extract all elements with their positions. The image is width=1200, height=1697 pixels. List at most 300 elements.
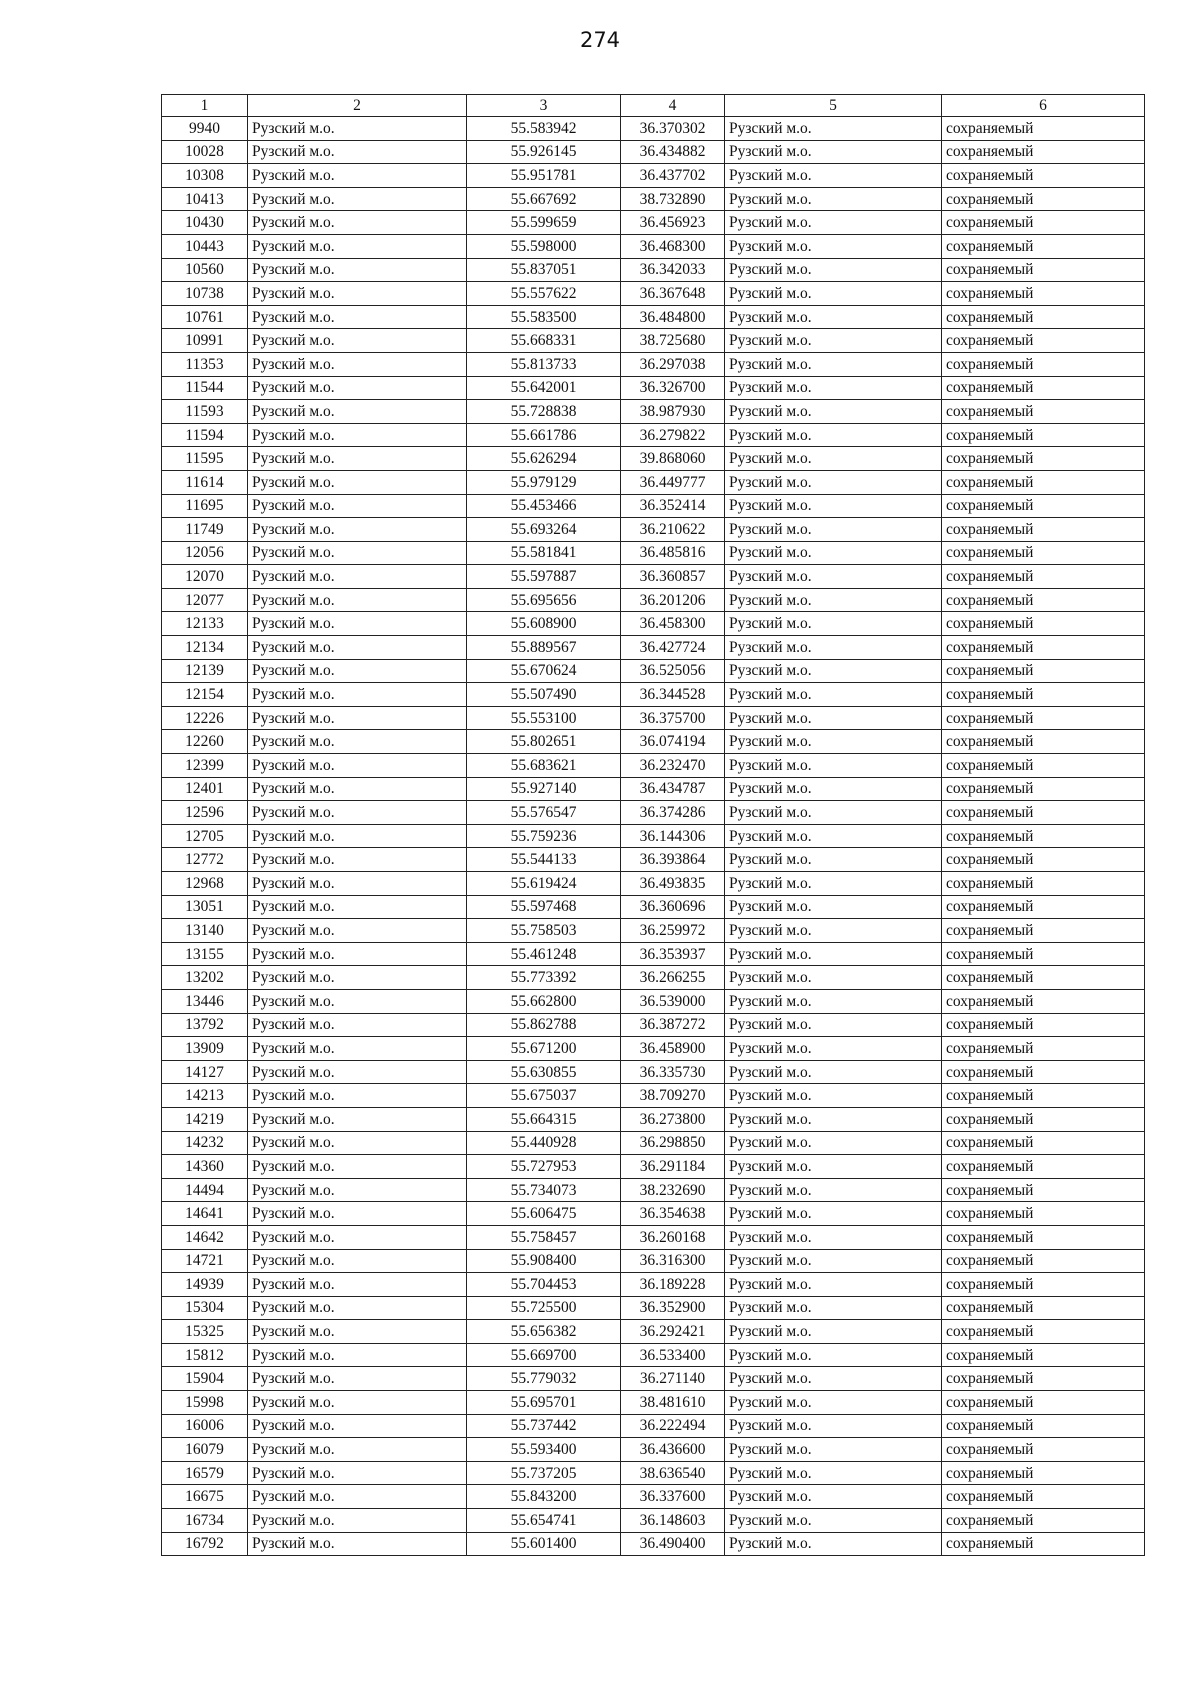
district-cell: Рузский м.о. [248, 942, 467, 966]
longitude-cell: 36.271140 [621, 1367, 725, 1391]
district-cell: Рузский м.о. [248, 872, 467, 896]
latitude-cell: 55.773392 [467, 966, 621, 990]
district-cell: Рузский м.о. [248, 1320, 467, 1344]
district-cell: Рузский м.о. [248, 1131, 467, 1155]
municipality-cell: Рузский м.о. [725, 1343, 942, 1367]
district-cell: Рузский м.о. [248, 376, 467, 400]
row-id-cell: 12070 [162, 565, 248, 589]
district-cell: Рузский м.о. [248, 1509, 467, 1533]
table-row [162, 1131, 1145, 1155]
table-row [162, 376, 1145, 400]
district-cell: Рузский м.о. [248, 1178, 467, 1202]
longitude-cell: 36.316300 [621, 1249, 725, 1273]
municipality-cell: Рузский м.о. [725, 1296, 942, 1320]
row-id-cell: 12401 [162, 777, 248, 801]
row-id-cell: 12154 [162, 683, 248, 707]
table-row [162, 423, 1145, 447]
row-id-cell: 16792 [162, 1532, 248, 1556]
district-cell: Рузский м.о. [248, 117, 467, 141]
status-cell: сохраняемый [942, 1084, 1145, 1108]
municipality-cell: Рузский м.о. [725, 1131, 942, 1155]
latitude-cell: 55.927140 [467, 777, 621, 801]
district-cell: Рузский м.о. [248, 400, 467, 424]
row-id-cell: 15904 [162, 1367, 248, 1391]
status-cell: сохраняемый [942, 117, 1145, 141]
latitude-cell: 55.670624 [467, 659, 621, 683]
district-cell: Рузский м.о. [248, 1343, 467, 1367]
longitude-cell: 36.375700 [621, 706, 725, 730]
district-cell: Рузский м.о. [248, 140, 467, 164]
longitude-cell: 36.354638 [621, 1202, 725, 1226]
municipality-cell: Рузский м.о. [725, 706, 942, 730]
municipality-cell: Рузский м.о. [725, 518, 942, 542]
table-row [162, 1414, 1145, 1438]
table-row [162, 1296, 1145, 1320]
status-cell: сохраняемый [942, 282, 1145, 306]
column-header: 4 [621, 95, 725, 117]
row-id-cell: 11593 [162, 400, 248, 424]
row-id-cell: 11614 [162, 470, 248, 494]
table-row [162, 305, 1145, 329]
status-cell: сохраняемый [942, 376, 1145, 400]
row-id-cell: 12772 [162, 848, 248, 872]
longitude-cell: 36.189228 [621, 1273, 725, 1297]
latitude-cell: 55.593400 [467, 1438, 621, 1462]
status-cell: сохраняемый [942, 1060, 1145, 1084]
status-cell: сохраняемый [942, 1249, 1145, 1273]
row-id-cell: 14939 [162, 1273, 248, 1297]
longitude-cell: 36.297038 [621, 352, 725, 376]
district-cell: Рузский м.о. [248, 1414, 467, 1438]
municipality-cell: Рузский м.о. [725, 1273, 942, 1297]
latitude-cell: 55.598000 [467, 234, 621, 258]
row-id-cell: 12077 [162, 588, 248, 612]
table-row [162, 942, 1145, 966]
row-id-cell: 14360 [162, 1155, 248, 1179]
status-cell: сохраняемый [942, 872, 1145, 896]
status-cell: сохраняемый [942, 1414, 1145, 1438]
table-row [162, 494, 1145, 518]
row-id-cell: 15325 [162, 1320, 248, 1344]
row-id-cell: 12139 [162, 659, 248, 683]
row-id-cell: 13155 [162, 942, 248, 966]
row-id-cell: 10028 [162, 140, 248, 164]
longitude-cell: 36.360696 [621, 895, 725, 919]
district-cell: Рузский м.о. [248, 541, 467, 565]
latitude-cell: 55.608900 [467, 612, 621, 636]
longitude-cell: 36.222494 [621, 1414, 725, 1438]
latitude-cell: 55.695656 [467, 588, 621, 612]
district-cell: Рузский м.о. [248, 754, 467, 778]
longitude-cell: 36.148603 [621, 1509, 725, 1533]
table-row [162, 117, 1145, 141]
district-cell: Рузский м.о. [248, 588, 467, 612]
row-id-cell: 12968 [162, 872, 248, 896]
table-row [162, 754, 1145, 778]
status-cell: сохраняемый [942, 447, 1145, 471]
municipality-cell: Рузский м.о. [725, 117, 942, 141]
latitude-cell: 55.642001 [467, 376, 621, 400]
table-row [162, 1155, 1145, 1179]
longitude-cell: 36.279822 [621, 423, 725, 447]
status-cell: сохраняемый [942, 1509, 1145, 1533]
longitude-cell: 36.353937 [621, 942, 725, 966]
municipality-cell: Рузский м.о. [725, 1509, 942, 1533]
row-id-cell: 11695 [162, 494, 248, 518]
row-id-cell: 10991 [162, 329, 248, 353]
status-cell: сохраняемый [942, 942, 1145, 966]
row-id-cell: 16006 [162, 1414, 248, 1438]
table-row [162, 1249, 1145, 1273]
status-cell: сохраняемый [942, 258, 1145, 282]
longitude-cell: 36.484800 [621, 305, 725, 329]
longitude-cell: 36.434882 [621, 140, 725, 164]
district-cell: Рузский м.о. [248, 470, 467, 494]
district-cell: Рузский м.о. [248, 1107, 467, 1131]
municipality-cell: Рузский м.о. [725, 282, 942, 306]
row-id-cell: 14213 [162, 1084, 248, 1108]
latitude-cell: 55.671200 [467, 1037, 621, 1061]
district-cell: Рузский м.о. [248, 848, 467, 872]
table-row [162, 211, 1145, 235]
municipality-cell: Рузский м.о. [725, 1013, 942, 1037]
municipality-cell: Рузский м.о. [725, 1414, 942, 1438]
table-row [162, 777, 1145, 801]
longitude-cell: 36.458900 [621, 1037, 725, 1061]
municipality-cell: Рузский м.о. [725, 989, 942, 1013]
table-row [162, 470, 1145, 494]
district-cell: Рузский м.о. [248, 258, 467, 282]
row-id-cell: 12260 [162, 730, 248, 754]
longitude-cell: 36.335730 [621, 1060, 725, 1084]
district-cell: Рузский м.о. [248, 1391, 467, 1415]
latitude-cell: 55.728838 [467, 400, 621, 424]
row-id-cell: 11544 [162, 376, 248, 400]
table-row [162, 636, 1145, 660]
municipality-cell: Рузский м.о. [725, 1320, 942, 1344]
longitude-cell: 36.525056 [621, 659, 725, 683]
district-cell: Рузский м.о. [248, 801, 467, 825]
latitude-cell: 55.662800 [467, 989, 621, 1013]
latitude-cell: 55.758503 [467, 919, 621, 943]
latitude-cell: 55.695701 [467, 1391, 621, 1415]
municipality-cell: Рузский м.о. [725, 1249, 942, 1273]
table-row [162, 1367, 1145, 1391]
district-cell: Рузский м.о. [248, 187, 467, 211]
status-cell: сохраняемый [942, 518, 1145, 542]
municipality-cell: Рузский м.о. [725, 423, 942, 447]
municipality-cell: Рузский м.о. [725, 1084, 942, 1108]
status-cell: сохраняемый [942, 824, 1145, 848]
longitude-cell: 36.434787 [621, 777, 725, 801]
latitude-cell: 55.669700 [467, 1343, 621, 1367]
municipality-cell: Рузский м.о. [725, 1485, 942, 1509]
table-row [162, 541, 1145, 565]
municipality-cell: Рузский м.о. [725, 1391, 942, 1415]
latitude-cell: 55.779032 [467, 1367, 621, 1391]
latitude-cell: 55.727953 [467, 1155, 621, 1179]
district-cell: Рузский м.о. [248, 612, 467, 636]
status-cell: сохраняемый [942, 1485, 1145, 1509]
table-row [162, 683, 1145, 707]
longitude-cell: 36.533400 [621, 1343, 725, 1367]
municipality-cell: Рузский м.о. [725, 659, 942, 683]
status-cell: сохраняемый [942, 1178, 1145, 1202]
table-row [162, 282, 1145, 306]
district-cell: Рузский м.о. [248, 164, 467, 188]
district-cell: Рузский м.о. [248, 1485, 467, 1509]
latitude-cell: 55.664315 [467, 1107, 621, 1131]
row-id-cell: 10413 [162, 187, 248, 211]
row-id-cell: 14127 [162, 1060, 248, 1084]
latitude-cell: 55.843200 [467, 1485, 621, 1509]
longitude-cell: 36.266255 [621, 966, 725, 990]
table-row [162, 730, 1145, 754]
longitude-cell: 36.210622 [621, 518, 725, 542]
row-id-cell: 16675 [162, 1485, 248, 1509]
longitude-cell: 36.326700 [621, 376, 725, 400]
status-cell: сохраняемый [942, 659, 1145, 683]
district-cell: Рузский м.о. [248, 1202, 467, 1226]
municipality-cell: Рузский м.о. [725, 305, 942, 329]
latitude-cell: 55.737205 [467, 1461, 621, 1485]
latitude-cell: 55.758457 [467, 1225, 621, 1249]
table-row [162, 1273, 1145, 1297]
municipality-cell: Рузский м.о. [725, 1461, 942, 1485]
municipality-cell: Рузский м.о. [725, 588, 942, 612]
latitude-cell: 55.461248 [467, 942, 621, 966]
latitude-cell: 55.668331 [467, 329, 621, 353]
row-id-cell: 15304 [162, 1296, 248, 1320]
longitude-cell: 36.352414 [621, 494, 725, 518]
district-cell: Рузский м.о. [248, 423, 467, 447]
longitude-cell: 36.393864 [621, 848, 725, 872]
status-cell: сохраняемый [942, 801, 1145, 825]
row-id-cell: 12134 [162, 636, 248, 660]
table-row [162, 1343, 1145, 1367]
municipality-cell: Рузский м.о. [725, 1202, 942, 1226]
status-cell: сохраняемый [942, 1037, 1145, 1061]
longitude-cell: 36.360857 [621, 565, 725, 589]
row-id-cell: 11594 [162, 423, 248, 447]
district-cell: Рузский м.о. [248, 211, 467, 235]
row-id-cell: 9940 [162, 117, 248, 141]
status-cell: сохраняемый [942, 754, 1145, 778]
district-cell: Рузский м.о. [248, 659, 467, 683]
status-cell: сохраняемый [942, 1438, 1145, 1462]
row-id-cell: 14642 [162, 1225, 248, 1249]
row-id-cell: 10560 [162, 258, 248, 282]
row-id-cell: 12596 [162, 801, 248, 825]
table-row [162, 1178, 1145, 1202]
status-cell: сохраняемый [942, 612, 1145, 636]
table-row [162, 1532, 1145, 1556]
data-table [161, 94, 1145, 1556]
municipality-cell: Рузский м.о. [725, 1367, 942, 1391]
row-id-cell: 11749 [162, 518, 248, 542]
table-row [162, 234, 1145, 258]
municipality-cell: Рузский м.о. [725, 730, 942, 754]
status-cell: сохраняемый [942, 400, 1145, 424]
latitude-cell: 55.553100 [467, 706, 621, 730]
longitude-cell: 36.232470 [621, 754, 725, 778]
district-cell: Рузский м.о. [248, 966, 467, 990]
district-cell: Рузский м.о. [248, 282, 467, 306]
status-cell: сохраняемый [942, 1202, 1145, 1226]
latitude-cell: 55.507490 [467, 683, 621, 707]
municipality-cell: Рузский м.о. [725, 1178, 942, 1202]
latitude-cell: 55.862788 [467, 1013, 621, 1037]
table-row [162, 1320, 1145, 1344]
table-row [162, 1202, 1145, 1226]
status-cell: сохраняемый [942, 1107, 1145, 1131]
status-cell: сохраняемый [942, 777, 1145, 801]
latitude-cell: 55.734073 [467, 1178, 621, 1202]
row-id-cell: 13051 [162, 895, 248, 919]
district-cell: Рузский м.о. [248, 1461, 467, 1485]
status-cell: сохраняемый [942, 1131, 1145, 1155]
status-cell: сохраняемый [942, 1155, 1145, 1179]
longitude-cell: 38.232690 [621, 1178, 725, 1202]
municipality-cell: Рузский м.о. [725, 140, 942, 164]
district-cell: Рузский м.о. [248, 1060, 467, 1084]
longitude-cell: 36.201206 [621, 588, 725, 612]
municipality-cell: Рузский м.о. [725, 1107, 942, 1131]
latitude-cell: 55.630855 [467, 1060, 621, 1084]
longitude-cell: 36.539000 [621, 989, 725, 1013]
longitude-cell: 38.709270 [621, 1084, 725, 1108]
column-header: 5 [725, 95, 942, 117]
district-cell: Рузский м.о. [248, 352, 467, 376]
row-id-cell: 14232 [162, 1131, 248, 1155]
municipality-cell: Рузский м.о. [725, 966, 942, 990]
row-id-cell: 16579 [162, 1461, 248, 1485]
row-id-cell: 12705 [162, 824, 248, 848]
latitude-cell: 55.951781 [467, 164, 621, 188]
longitude-cell: 36.260168 [621, 1225, 725, 1249]
municipality-cell: Рузский м.о. [725, 376, 942, 400]
municipality-cell: Рузский м.о. [725, 211, 942, 235]
table-row [162, 1438, 1145, 1462]
longitude-cell: 36.374286 [621, 801, 725, 825]
table-row [162, 801, 1145, 825]
status-cell: сохраняемый [942, 1461, 1145, 1485]
latitude-cell: 55.759236 [467, 824, 621, 848]
municipality-cell: Рузский м.о. [725, 1532, 942, 1556]
district-cell: Рузский м.о. [248, 989, 467, 1013]
status-cell: сохраняемый [942, 706, 1145, 730]
district-cell: Рузский м.о. [248, 1084, 467, 1108]
longitude-cell: 36.370302 [621, 117, 725, 141]
longitude-cell: 36.456923 [621, 211, 725, 235]
longitude-cell: 36.485816 [621, 541, 725, 565]
longitude-cell: 38.732890 [621, 187, 725, 211]
table-body [162, 117, 1145, 1556]
row-id-cell: 14641 [162, 1202, 248, 1226]
status-cell: сохраняемый [942, 989, 1145, 1013]
district-cell: Рузский м.о. [248, 1225, 467, 1249]
municipality-cell: Рузский м.о. [725, 754, 942, 778]
latitude-cell: 55.979129 [467, 470, 621, 494]
status-cell: сохраняемый [942, 1013, 1145, 1037]
status-cell: сохраняемый [942, 423, 1145, 447]
table-row [162, 1084, 1145, 1108]
district-cell: Рузский м.о. [248, 494, 467, 518]
row-id-cell: 11353 [162, 352, 248, 376]
row-id-cell: 16734 [162, 1509, 248, 1533]
longitude-cell: 38.636540 [621, 1461, 725, 1485]
longitude-cell: 36.259972 [621, 919, 725, 943]
longitude-cell: 36.458300 [621, 612, 725, 636]
table-row [162, 1060, 1145, 1084]
longitude-cell: 36.291184 [621, 1155, 725, 1179]
row-id-cell: 10430 [162, 211, 248, 235]
municipality-cell: Рузский м.о. [725, 447, 942, 471]
municipality-cell: Рузский м.о. [725, 494, 942, 518]
municipality-cell: Рузский м.о. [725, 848, 942, 872]
latitude-cell: 55.737442 [467, 1414, 621, 1438]
latitude-cell: 55.576547 [467, 801, 621, 825]
municipality-cell: Рузский м.о. [725, 565, 942, 589]
municipality-cell: Рузский м.о. [725, 683, 942, 707]
municipality-cell: Рузский м.о. [725, 1438, 942, 1462]
status-cell: сохраняемый [942, 919, 1145, 943]
longitude-cell: 36.342033 [621, 258, 725, 282]
latitude-cell: 55.802651 [467, 730, 621, 754]
status-cell: сохраняемый [942, 329, 1145, 353]
latitude-cell: 55.693264 [467, 518, 621, 542]
status-cell: сохраняемый [942, 1532, 1145, 1556]
latitude-cell: 55.675037 [467, 1084, 621, 1108]
longitude-cell: 36.337600 [621, 1485, 725, 1509]
longitude-cell: 36.298850 [621, 1131, 725, 1155]
district-cell: Рузский м.о. [248, 1013, 467, 1037]
municipality-cell: Рузский м.о. [725, 895, 942, 919]
table-row [162, 612, 1145, 636]
table-header-row [162, 95, 1145, 117]
municipality-cell: Рузский м.о. [725, 187, 942, 211]
municipality-cell: Рузский м.о. [725, 164, 942, 188]
district-cell: Рузский м.о. [248, 777, 467, 801]
longitude-cell: 38.987930 [621, 400, 725, 424]
table-row [162, 966, 1145, 990]
row-id-cell: 13202 [162, 966, 248, 990]
status-cell: сохраняемый [942, 966, 1145, 990]
table-row [162, 258, 1145, 282]
table-row [162, 1037, 1145, 1061]
district-cell: Рузский м.о. [248, 706, 467, 730]
district-cell: Рузский м.о. [248, 305, 467, 329]
latitude-cell: 55.619424 [467, 872, 621, 896]
row-id-cell: 12226 [162, 706, 248, 730]
district-cell: Рузский м.о. [248, 234, 467, 258]
table-row [162, 824, 1145, 848]
district-cell: Рузский м.о. [248, 730, 467, 754]
row-id-cell: 12056 [162, 541, 248, 565]
table-row [162, 706, 1145, 730]
latitude-cell: 55.597468 [467, 895, 621, 919]
longitude-cell: 36.367648 [621, 282, 725, 306]
district-cell: Рузский м.о. [248, 636, 467, 660]
status-cell: сохраняемый [942, 1367, 1145, 1391]
municipality-cell: Рузский м.о. [725, 612, 942, 636]
table-row [162, 352, 1145, 376]
row-id-cell: 16079 [162, 1438, 248, 1462]
row-id-cell: 14219 [162, 1107, 248, 1131]
status-cell: сохраняемый [942, 164, 1145, 188]
status-cell: сохраняемый [942, 470, 1145, 494]
latitude-cell: 55.683621 [467, 754, 621, 778]
